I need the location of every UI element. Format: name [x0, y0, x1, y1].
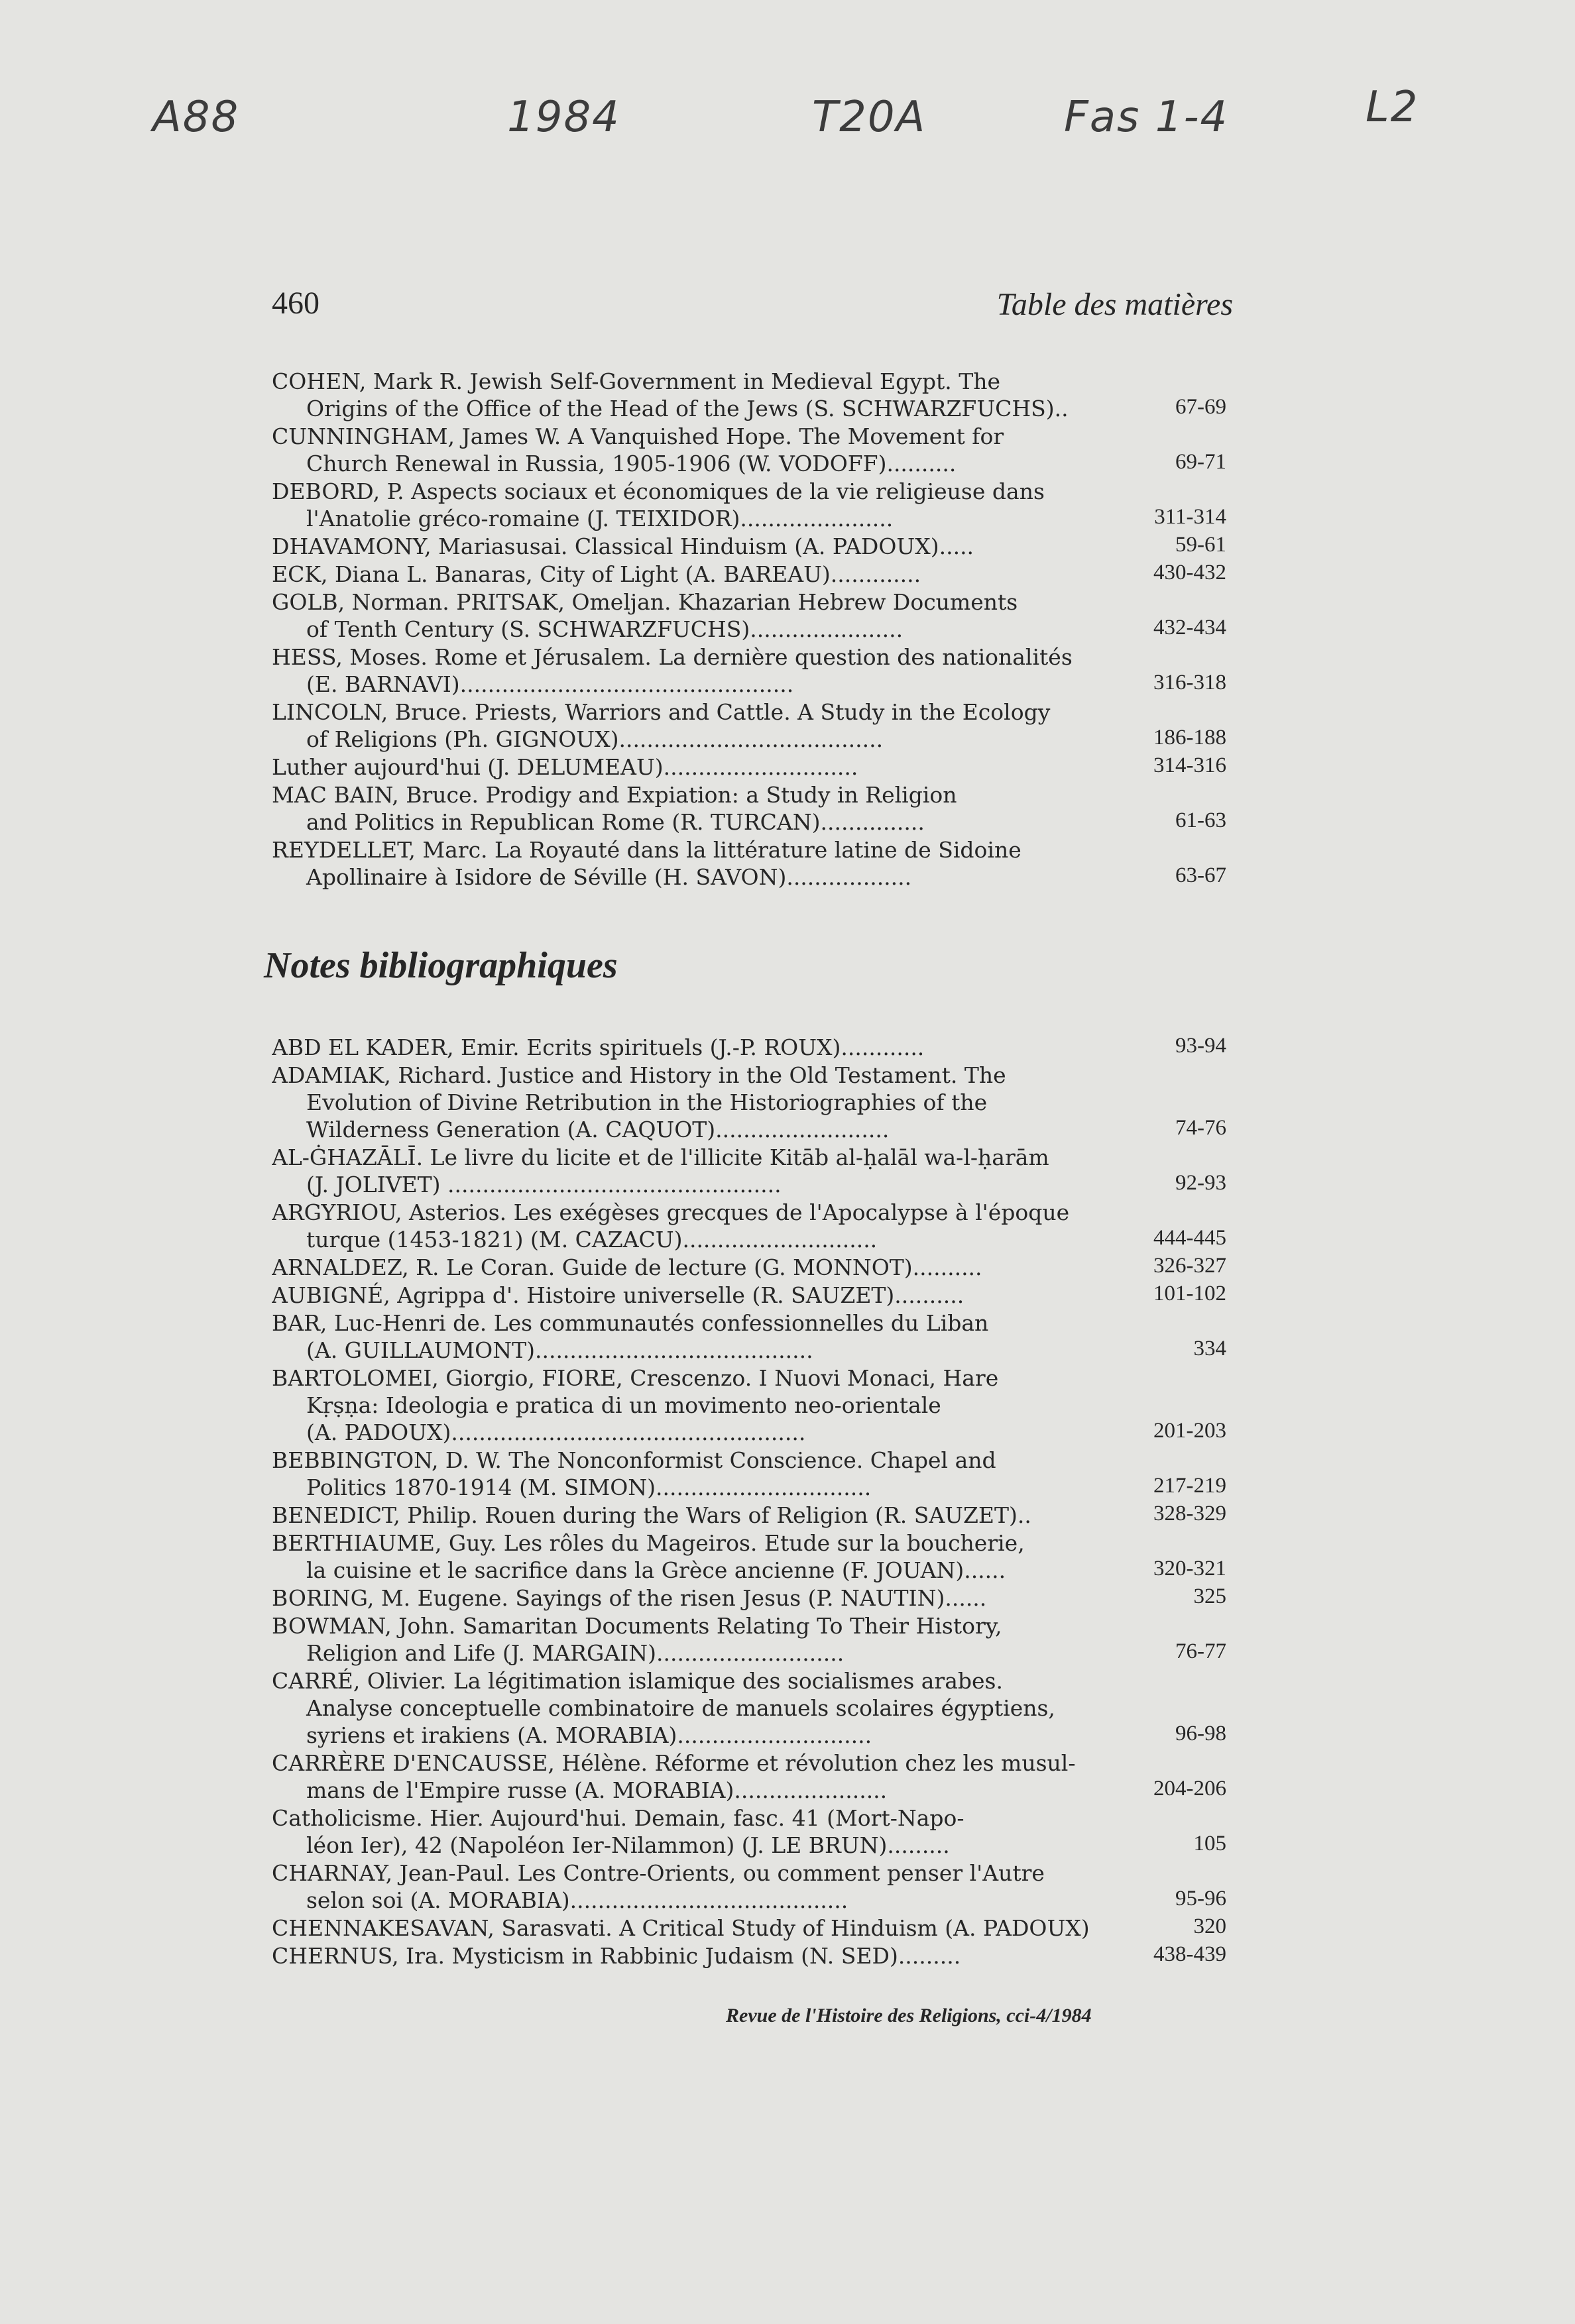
entry-text — [272, 368, 1094, 422]
entry-line: ADAMIAK, Richard. Justice and History in the Old Testament. The — [272, 1062, 1006, 1088]
entry-line: HESS, Moses. Rome et Jérusalem. La dernière question des nationalités — [272, 644, 1073, 670]
page-reference: 186-188 — [1153, 726, 1226, 749]
page-reference: 63-67 — [1175, 863, 1226, 887]
list-item — [272, 1612, 1226, 1667]
list-item — [272, 1034, 1226, 1061]
journal-footer: Revue de l'Histoire des Religions, cci-4/1984 — [726, 2005, 1092, 2026]
entry-line: AL-ĠHAZĀLĪ. Le livre du licite et de l'illicite Kitāb al-ḥalāl wa-l-ḥarām — [272, 1144, 1049, 1170]
entry-text — [272, 588, 1094, 643]
entry-line: CUNNINGHAM, James W. A Vanquished Hope. The Movement for — [272, 423, 1004, 449]
entry-text — [272, 1062, 1094, 1143]
page-reference: 59-61 — [1175, 533, 1226, 557]
entry-line: la cuisine et le sacrifice dans la Grèce ancienne (F. JOUAN)...... — [306, 1557, 1006, 1583]
running-title: Table des matières — [996, 287, 1233, 322]
entry-line: Evolution of Divine Retribution in the Historiographies of the — [306, 1089, 988, 1115]
page-reference: 316-318 — [1153, 671, 1226, 694]
page-reference: 95-96 — [1175, 1887, 1226, 1910]
page-reference: 101-102 — [1153, 1282, 1226, 1305]
entry-line: Church Renewal in Russia, 1905-1906 (W. VODOFF).......... — [306, 451, 957, 476]
entry-line: Origins of the Office of the Head of the Jews (S. SCHWARZFUCHS).. — [306, 396, 1069, 421]
entry-line: léon Ier), 42 (Napoléon Ier-Nilammon) (J. LE BRUN)......... — [306, 1832, 950, 1858]
entry-text — [272, 1859, 1094, 1914]
entry-line: selon soi (A. MORABIA)........................................ — [306, 1887, 848, 1913]
entry-line: CHENNAKESAVAN, Sarasvati. A Critical Study of Hinduism (A. PADOUX) — [272, 1915, 1090, 1941]
entry-text — [272, 1254, 1094, 1281]
entry-line: DHAVAMONY, Mariasusai. Classical Hinduism (A. PADOUX)..... — [272, 533, 974, 559]
entry-line: Wilderness Generation (A. CAQUOT)......................... — [306, 1117, 890, 1142]
list-item — [272, 423, 1226, 477]
entry-text — [272, 1447, 1094, 1501]
list-item — [272, 753, 1226, 781]
entry-line: BAR, Luc-Henri de. Les communautés confessionnelles du Liban — [272, 1310, 989, 1336]
list-item — [272, 1529, 1226, 1584]
entry-line: Analyse conceptuelle combinatoire de manuels scolaires égyptiens, — [306, 1695, 1055, 1721]
entry-line: AUBIGNÉ, Agrippa d'. Histoire universelle (R. SAUZET).......... — [272, 1282, 964, 1308]
page-reference: 61-63 — [1175, 808, 1226, 832]
list-item — [272, 698, 1226, 753]
page-reference: 314-316 — [1153, 753, 1226, 777]
entry-text — [272, 533, 1094, 560]
page-reference: 430-432 — [1153, 561, 1226, 584]
list-item — [272, 781, 1226, 836]
page-reference: 326-327 — [1153, 1254, 1226, 1278]
entry-line: DEBORD, P. Aspects sociaux et économiques de la vie religieuse dans — [272, 478, 1045, 504]
page-number: 460 — [272, 286, 320, 321]
entry-text — [272, 753, 1094, 781]
list-item — [272, 1914, 1226, 1942]
list-item — [272, 1062, 1226, 1143]
entry-line: l'Anatolie gréco-romaine (J. TEIXIDOR)...................... — [306, 506, 894, 531]
entry-line: (A. PADOUX)................................................... — [306, 1419, 806, 1445]
page-reference: 74-76 — [1175, 1116, 1226, 1140]
entry-text — [272, 698, 1094, 753]
entry-text — [272, 1749, 1094, 1804]
page-reference: 328-329 — [1153, 1502, 1226, 1525]
entry-text — [272, 1942, 1094, 1969]
list-item — [272, 1199, 1226, 1253]
list-item — [272, 1667, 1226, 1749]
list-item — [272, 1364, 1226, 1446]
entry-line: mans de l'Empire russe (A. MORABIA)...................... — [306, 1777, 888, 1803]
section-heading: Notes bibliographiques — [264, 945, 618, 986]
list-item — [272, 368, 1226, 422]
page-reference: 325 — [1193, 1584, 1226, 1608]
list-item — [272, 1502, 1226, 1529]
entry-text — [272, 1612, 1094, 1667]
page-reference: 320 — [1193, 1914, 1226, 1938]
entry-text — [272, 561, 1094, 588]
entry-line: Politics 1870-1914 (M. SIMON)............................... — [306, 1474, 872, 1500]
entry-line: REYDELLET, Marc. La Royauté dans la littérature latine de Sidoine — [272, 837, 1021, 863]
entry-text — [272, 1584, 1094, 1612]
entry-line: COHEN, Mark R. Jewish Self-Government in Medieval Egypt. The — [272, 368, 1001, 394]
entry-line: CHERNUS, Ira. Mysticism in Rabbinic Judaism (N. SED)......... — [272, 1943, 961, 1969]
list-item — [272, 836, 1226, 891]
list-item — [272, 1584, 1226, 1612]
handwritten-note-b: 1984 — [507, 93, 620, 142]
page-reference: 76-77 — [1175, 1639, 1226, 1663]
entry-text — [272, 1144, 1094, 1198]
handwritten-note-e: L2 — [1366, 83, 1419, 132]
entry-line: BORING, M. Eugene. Sayings of the risen Jesus (P. NAUTIN)...... — [272, 1585, 987, 1611]
list-item — [272, 1804, 1226, 1859]
entry-text — [272, 1529, 1094, 1584]
handwritten-note-a: A88 — [152, 93, 240, 142]
entry-text — [272, 1502, 1094, 1529]
entry-line: Apollinaire à Isidore de Séville (H. SAVON).................. — [306, 864, 912, 890]
page-reference: 438-439 — [1153, 1942, 1226, 1966]
list-item — [272, 1942, 1226, 1969]
list-item — [272, 588, 1226, 643]
page-reference: 334 — [1193, 1337, 1226, 1360]
page-reference: 201-203 — [1153, 1419, 1226, 1443]
entry-line: BERTHIAUME, Guy. Les rôles du Mageiros. Etude sur la boucherie, — [272, 1530, 1025, 1556]
entry-line: ARGYRIOU, Asterios. Les exégèses grecques de l'Apocalypse à l'époque — [272, 1199, 1070, 1225]
entry-line: turque (1453-1821) (M. CAZACU)............................ — [306, 1227, 878, 1252]
entry-text — [272, 643, 1094, 698]
page-reference: 217-219 — [1153, 1474, 1226, 1498]
notes-list — [272, 1034, 1226, 1970]
list-item — [272, 478, 1226, 532]
list-item — [272, 1309, 1226, 1364]
entry-line: LINCOLN, Bruce. Priests, Warriors and Cattle. A Study in the Ecology — [272, 699, 1051, 725]
entry-line: Kṛṣṇa: Ideologia e pratica di un movimento neo-orientale — [306, 1392, 941, 1418]
entry-line: ABD EL KADER, Emir. Ecrits spirituels (J.-P. ROUX)............ — [272, 1034, 925, 1060]
entry-text — [272, 1364, 1094, 1446]
entry-line: syriens et irakiens (A. MORABIA)............................ — [306, 1722, 872, 1748]
page-reference: 96-98 — [1175, 1722, 1226, 1745]
entry-text — [272, 423, 1094, 477]
list-item — [272, 643, 1226, 698]
entry-line: (A. GUILLAUMONT)........................................ — [306, 1337, 813, 1363]
page-reference: 69-71 — [1175, 450, 1226, 474]
list-item — [272, 533, 1226, 560]
entry-line: ECK, Diana L. Banaras, City of Light (A. BAREAU)............. — [272, 561, 921, 587]
list-item — [272, 1144, 1226, 1198]
entry-line: CARRÈRE D'ENCAUSSE, Hélène. Réforme et révolution chez les musul- — [272, 1750, 1076, 1776]
entry-text — [272, 1282, 1094, 1309]
list-item — [272, 1447, 1226, 1501]
entry-text — [272, 836, 1094, 891]
entry-text — [272, 781, 1094, 836]
list-item — [272, 561, 1226, 588]
page-reference: 67-69 — [1175, 395, 1226, 419]
list-item — [272, 1282, 1226, 1309]
page-reference: 92-93 — [1175, 1171, 1226, 1195]
entry-line: ARNALDEZ, R. Le Coran. Guide de lecture (G. MONNOT).......... — [272, 1254, 982, 1280]
entry-line: of Tenth Century (S. SCHWARZFUCHS)...................... — [306, 616, 904, 642]
handwritten-note-c: T20A — [812, 93, 927, 142]
page-reference: 93-94 — [1175, 1034, 1226, 1058]
entry-line: BEBBINGTON, D. W. The Nonconformist Conscience. Chapel and — [272, 1447, 996, 1473]
entry-line: BOWMAN, John. Samaritan Documents Relating To Their History, — [272, 1613, 1002, 1639]
entry-line: Religion and Life (J. MARGAIN)........................... — [306, 1640, 845, 1666]
list-item — [272, 1859, 1226, 1914]
entry-line: CARRÉ, Olivier. La légitimation islamique des socialismes arabes. — [272, 1668, 1003, 1694]
entry-line: GOLB, Norman. PRITSAK, Omeljan. Khazarian Hebrew Documents — [272, 589, 1018, 615]
page-reference: 105 — [1193, 1832, 1226, 1855]
page-reference: 444-445 — [1153, 1226, 1226, 1250]
entry-line: BARTOLOMEI, Giorgio, FIORE, Crescenzo. I Nuovi Monaci, Hare — [272, 1365, 999, 1391]
entry-line: and Politics in Republican Rome (R. TURCAN)............... — [306, 809, 925, 835]
handwritten-note-d: Fas 1-4 — [1064, 93, 1229, 142]
entry-text — [272, 1199, 1094, 1253]
entry-line: BENEDICT, Philip. Rouen during the Wars of Religion (R. SAUZET).. — [272, 1502, 1031, 1528]
entry-line: of Religions (Ph. GIGNOUX)...................................... — [306, 726, 884, 752]
entry-line: Luther aujourd'hui (J. DELUMEAU)............................ — [272, 754, 858, 780]
entry-text — [272, 478, 1094, 532]
entry-line: MAC BAIN, Bruce. Prodigy and Expiation: a Study in Religion — [272, 782, 957, 808]
list-item — [272, 1749, 1226, 1804]
page-reference: 204-206 — [1153, 1777, 1226, 1800]
list-item — [272, 1254, 1226, 1281]
page-header — [272, 285, 1233, 331]
table-of-contents-top — [272, 368, 1226, 891]
entry-line: CHARNAY, Jean-Paul. Les Contre-Orients, ou comment penser l'Autre — [272, 1860, 1045, 1886]
entry-line: (J. JOLIVET) ................................................ — [306, 1172, 782, 1197]
entry-text — [272, 1804, 1094, 1859]
page-reference: 320-321 — [1153, 1557, 1226, 1580]
entry-text — [272, 1309, 1094, 1364]
entry-text — [272, 1914, 1094, 1942]
page-reference: 432-434 — [1153, 616, 1226, 639]
entry-text — [272, 1034, 1094, 1061]
entry-line: (E. BARNAVI)................................................ — [306, 671, 794, 697]
page-reference: 311-314 — [1154, 505, 1226, 529]
entry-text — [272, 1667, 1094, 1749]
entry-line: Catholicisme. Hier. Aujourd'hui. Demain, fasc. 41 (Mort-Napo- — [272, 1805, 964, 1831]
